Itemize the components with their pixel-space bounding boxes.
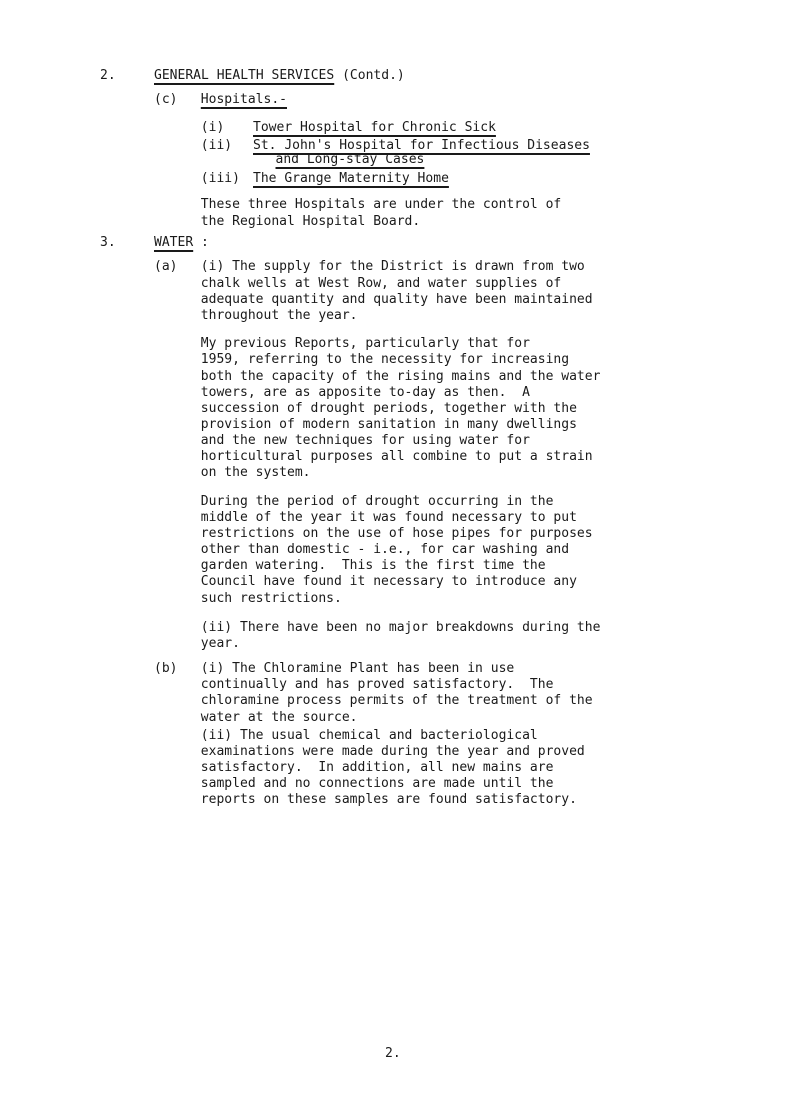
section-3-heading: WATER — [154, 234, 194, 250]
section-2-heading: GENERAL HEALTH SERVICES — [154, 68, 335, 84]
hospital-item-2-name: St. John's Hospital for Infectious Diseases — [253, 137, 590, 153]
hospitals-control-note: These three Hospitals are under the control of the Regional Hospital Board. — [200, 197, 562, 229]
section-2-number: 2. — [100, 68, 116, 84]
hospital-item-2-num: (ii) — [200, 137, 233, 153]
subsection-a-ii: (ii) There have been no major breakdowns during the year. — [200, 620, 601, 652]
hospital-item-3-num: (iii) — [200, 170, 240, 186]
section-3-heading-suffix: : — [193, 234, 209, 250]
subsection-a-i-para2: My previous Reports, particularly that for 1959, referring to the necessity for increasing both the capacity of the rising mains and the water towers, are as apposite to-day as then. A succession of drought periods, together with the provision of modern sanitation in many dwellings and the new techniques for using water for horticultural purposes all combine to put a strain on the system. — [200, 336, 601, 481]
hospital-item-1-name: Tower Hospital for Chronic Sick — [253, 119, 496, 135]
hospital-item-1-num: (i) — [200, 119, 225, 135]
section-3-number: 3. — [100, 234, 116, 250]
page-number: 2. — [385, 1046, 401, 1061]
subsection-a-i-para3: During the period of drought occurring in the middle of the year it was found necessary to put restrictions on the use of hose pipes for purposes other than domestic - i.e., for car washing and garden watering. This is the first time the Council have found it necessary to introduce any such restrictions. — [200, 493, 593, 606]
hospital-item-2-name-cont: and Long-stay Cases — [275, 152, 425, 168]
subsection-a-label: (a) — [154, 259, 178, 275]
section-2-heading-suffix: (Contd.) — [334, 68, 405, 84]
subsection-c-title: Hospitals.- — [200, 92, 287, 107]
hospital-item-3-name: The Grange Maternity Home — [253, 170, 449, 186]
subsection-b-label: (b) — [154, 661, 178, 677]
subsection-c-label: (c) — [154, 92, 178, 107]
section-2-heading-line — [154, 68, 405, 84]
subsection-b-ii: (ii) The usual chemical and bacteriological examinations were made during the year and proved satisfactory. In addition, all new mains are sampled and no connections are made until the reports on these samples are found satisfactory. — [200, 727, 585, 807]
section-3-heading-line — [154, 235, 209, 251]
subsection-b-i: (i) The Chloramine Plant has been in use continually and has proved satisfactory. The chloramine process permits of the treatment of the water at the source. — [200, 661, 593, 725]
subsection-a-i-para1: (i) The supply for the District is drawn from two chalk wells at West Row, and water supplies of adequate quantity and quality have been maintained throughout the year. — [200, 259, 593, 323]
